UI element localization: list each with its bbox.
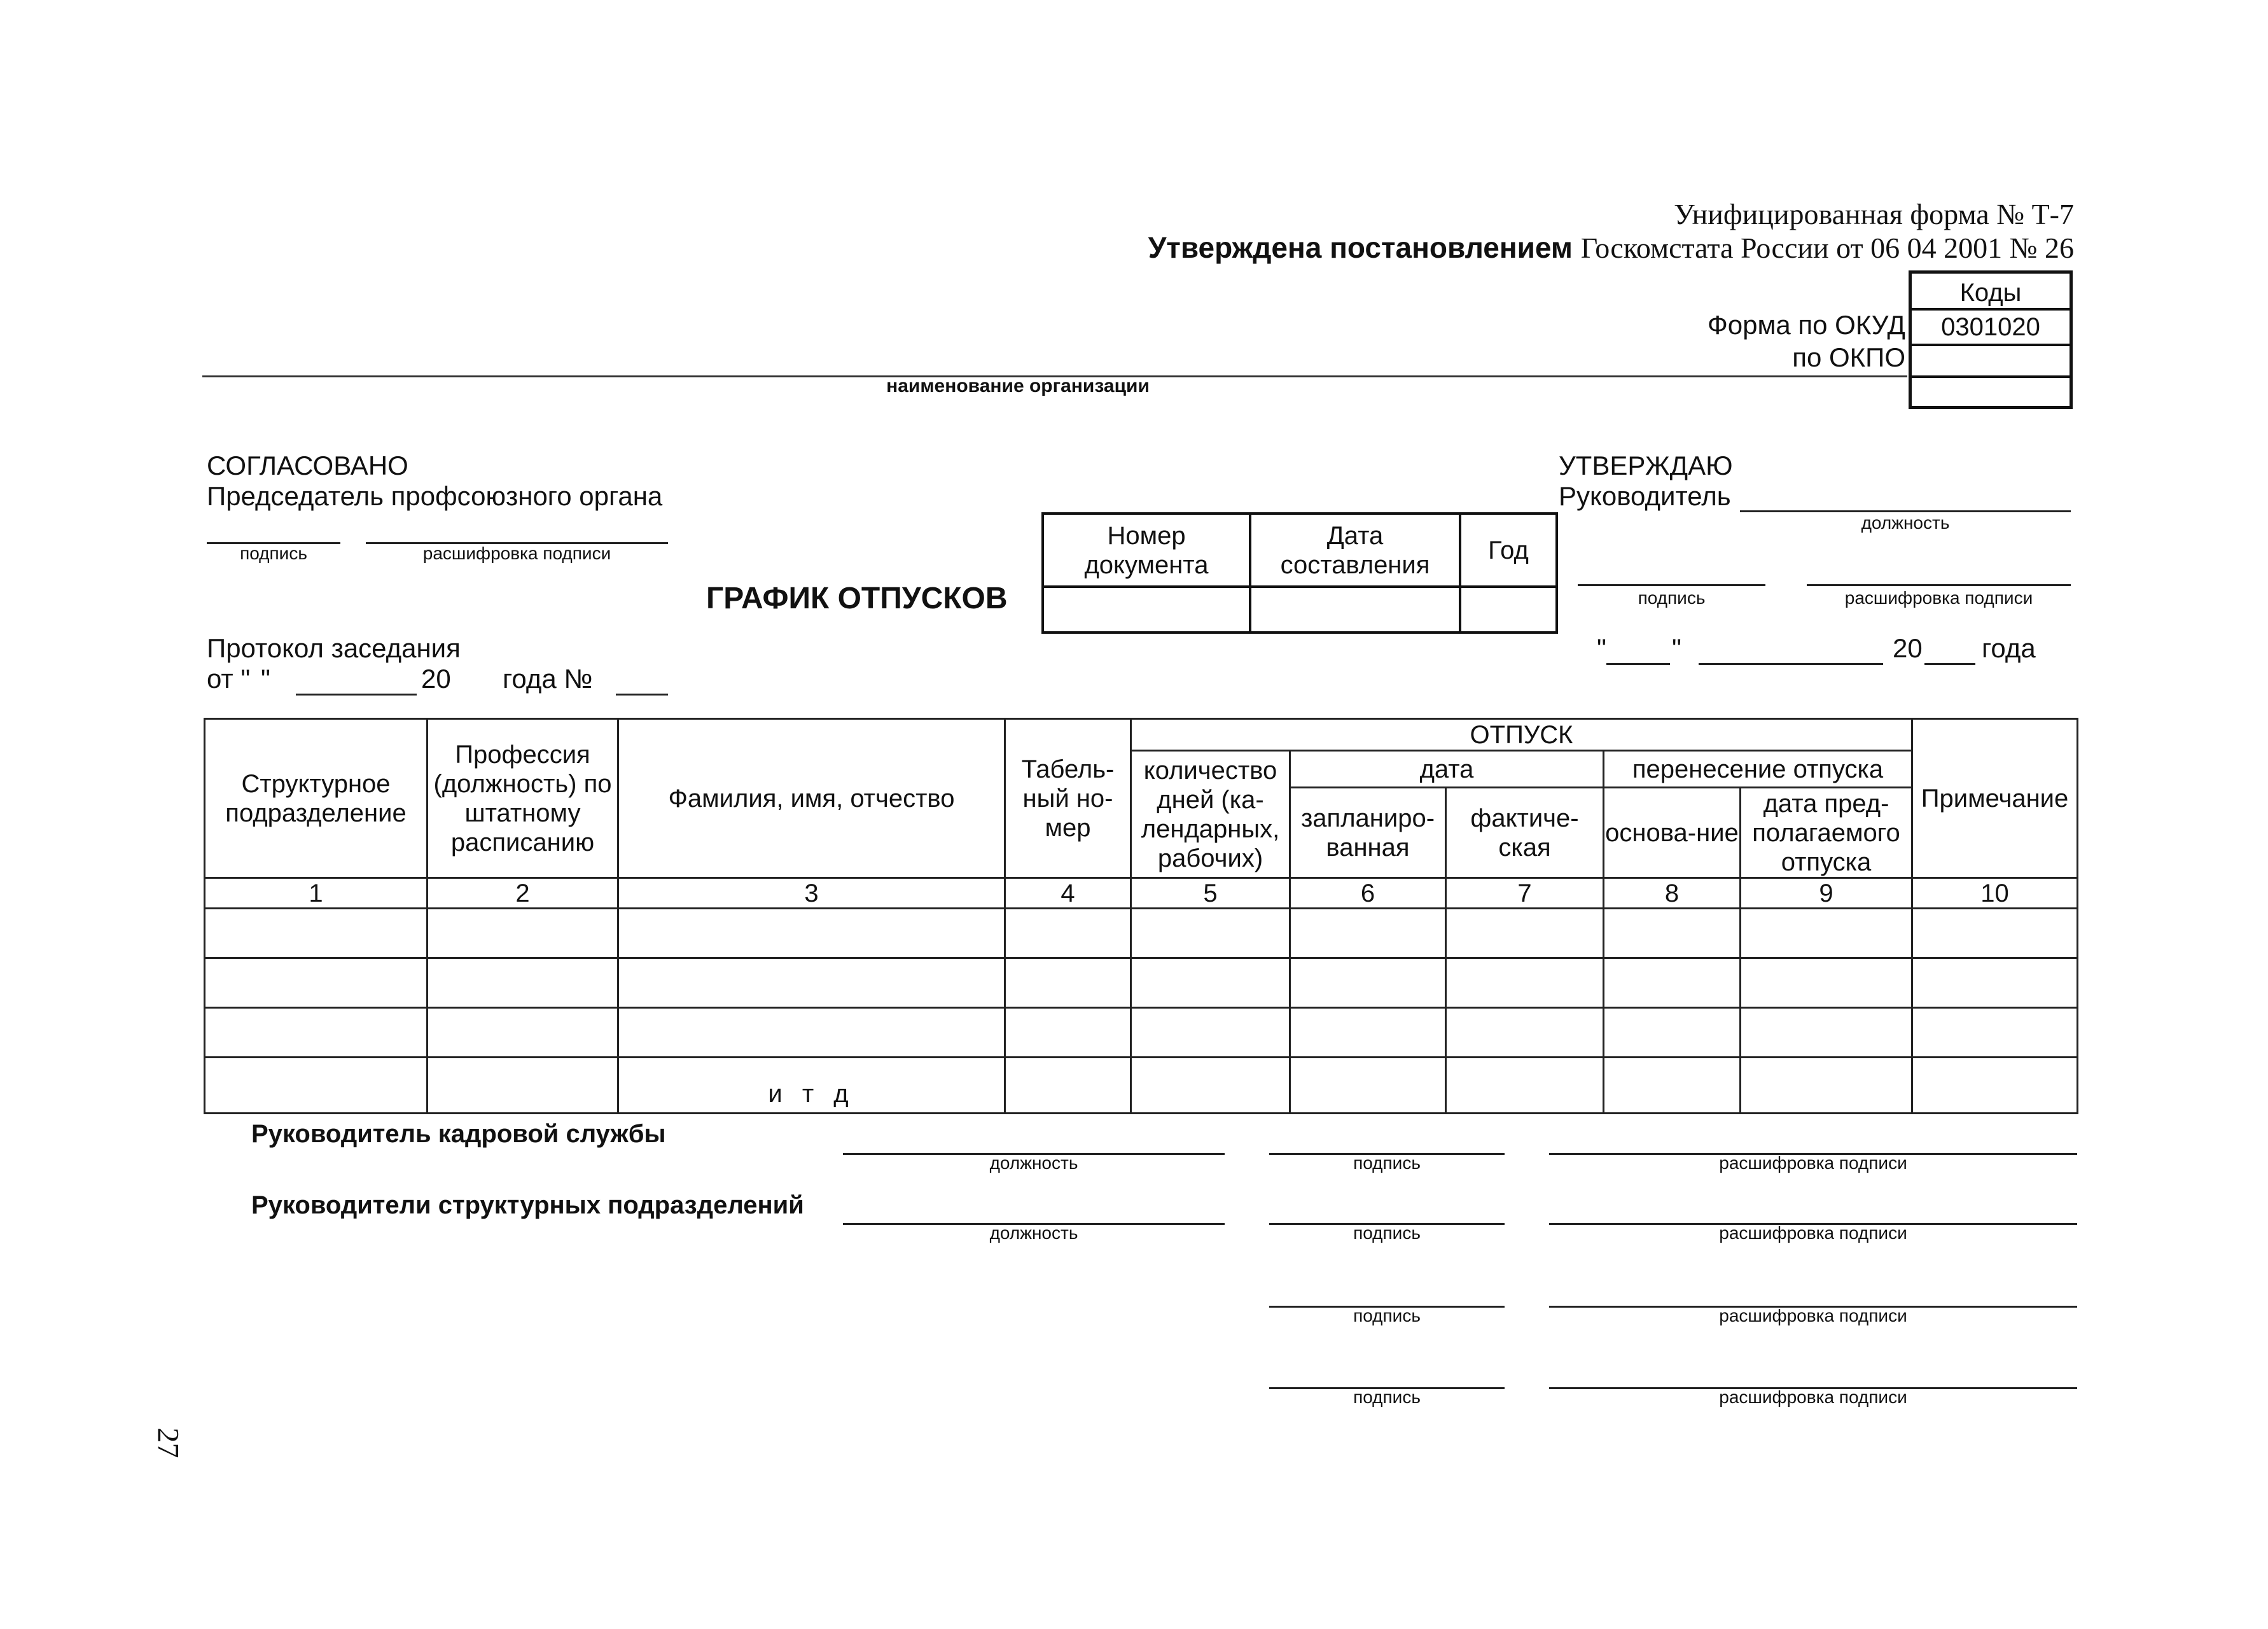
column-number: 5 — [1131, 878, 1290, 909]
column-number: 9 — [1741, 878, 1912, 909]
approve-subtitle: Руководитель — [1559, 481, 1731, 511]
table-cell[interactable] — [1005, 1058, 1131, 1114]
hr-decode-caption: расшифровка подписи — [1719, 1153, 1907, 1173]
col-header-expected-date: дата пред-полагаемого отпуска — [1741, 788, 1912, 878]
agreed-subtitle: Председатель профсоюзного органа — [207, 481, 663, 511]
table-cell[interactable] — [1131, 909, 1290, 958]
table-row[interactable] — [205, 909, 2078, 958]
dept-signature-caption-3: подпись — [1353, 1387, 1421, 1407]
table-cell[interactable] — [618, 958, 1005, 1008]
table-cell[interactable] — [1604, 1008, 1741, 1058]
table-cell[interactable] — [1604, 958, 1741, 1008]
approve-position-caption: должность — [1861, 513, 1950, 533]
document-header-table — [1041, 512, 1558, 634]
hr-position-caption: должность — [989, 1153, 1078, 1173]
column-number: 4 — [1005, 878, 1131, 909]
table-cell[interactable] — [1290, 1058, 1446, 1114]
hr-signature-caption: подпись — [1353, 1153, 1421, 1173]
approve-day-line — [1606, 663, 1670, 665]
approval-line — [954, 230, 2074, 265]
agreed-decode-caption: расшифровка подписи — [422, 543, 611, 563]
dept-decode-caption-2: расшифровка подписи — [1719, 1306, 1907, 1325]
column-number: 10 — [1912, 878, 2078, 909]
table-cell[interactable] — [1131, 1008, 1290, 1058]
table-cell[interactable] — [1912, 1008, 2078, 1058]
col-header-days-count: количество дней (ка-лендарных, рабочих) — [1131, 751, 1290, 878]
approve-signature-caption: подпись — [1638, 588, 1706, 608]
approve-date-quote-open: " — [1597, 633, 1606, 663]
column-number: 7 — [1446, 878, 1604, 909]
approve-month-line — [1699, 663, 1883, 665]
col-header-department: Структурное подразделение — [205, 719, 428, 878]
table-cell[interactable] — [428, 1058, 618, 1114]
table-row[interactable] — [205, 1008, 2078, 1058]
protocol-year-prefix: 20 — [421, 664, 451, 694]
table-cell[interactable] — [1604, 909, 1741, 958]
col-header-tab-number: Табель-ный но-мер — [1005, 719, 1131, 878]
approval-bold: Утверждена постановлением — [1148, 231, 1573, 264]
okud-label: Форма по ОКУД — [1707, 310, 1905, 340]
col-header-profession: Профессия (должность) по штатному расписанию — [428, 719, 618, 878]
dept-position-caption: должность — [989, 1223, 1078, 1243]
table-cell[interactable] — [1446, 1058, 1604, 1114]
doc-date-header: Дата составления — [1250, 514, 1460, 587]
table-cell[interactable] — [428, 958, 618, 1008]
col-header-reason: основа-ние — [1604, 788, 1741, 878]
approve-decode-line — [1807, 584, 2071, 586]
dept-heads-label: Руководители структурных подразделений — [251, 1191, 804, 1219]
column-number: 8 — [1604, 878, 1741, 909]
table-cell[interactable] — [1005, 958, 1131, 1008]
table-cell[interactable] — [205, 1008, 428, 1058]
doc-number-cell[interactable] — [1043, 587, 1250, 633]
col-header-full-name: Фамилия, имя, отчество — [618, 719, 1005, 878]
table-cell[interactable] — [1446, 909, 1604, 958]
table-cell[interactable] — [1741, 1008, 1912, 1058]
table-cell[interactable] — [1290, 958, 1446, 1008]
col-header-planned: запланиро-ванная — [1290, 788, 1446, 878]
protocol-number-line — [616, 694, 668, 696]
dept-decode-caption: расшифровка подписи — [1719, 1223, 1907, 1243]
table-cell[interactable] — [1741, 909, 1912, 958]
protocol-from: от " — [207, 664, 251, 694]
table-cell[interactable] — [1741, 958, 1912, 1008]
organization-caption: наименование организации — [886, 375, 1150, 396]
col-header-note: Примечание — [1912, 719, 2078, 878]
table-cell[interactable] — [428, 1008, 618, 1058]
table-cell[interactable] — [1912, 909, 2078, 958]
column-number: 3 — [618, 878, 1005, 909]
approve-date-quote-close: " — [1672, 633, 1681, 663]
table-cell[interactable] — [205, 909, 428, 958]
hr-head-label: Руководитель кадровой службы — [251, 1120, 666, 1148]
col-header-date: дата — [1290, 751, 1604, 788]
approve-year-line — [1924, 663, 1975, 665]
dept-signature-caption-2: подпись — [1353, 1306, 1421, 1325]
approve-year-suffix: года — [1982, 633, 2036, 663]
protocol-month-line — [296, 694, 417, 696]
codes-title: Коды — [1959, 279, 2022, 307]
table-cell[interactable] — [1131, 958, 1290, 1008]
table-cell[interactable] — [1912, 958, 2078, 1008]
okpo-label: по ОКПО — [1792, 342, 1905, 372]
table-cell[interactable] — [1912, 1058, 2078, 1114]
table-cell[interactable] — [1604, 1058, 1741, 1114]
col-header-transfer: перенесение отпуска — [1604, 751, 1912, 788]
codes-box — [1909, 270, 2073, 409]
approve-year-prefix: 20 — [1893, 633, 1923, 663]
form-title: Унифицированная форма № Т-7 — [1674, 198, 2074, 230]
table-cell[interactable] — [1290, 1008, 1446, 1058]
table-cell[interactable] — [1741, 1058, 1912, 1114]
col-header-actual: фактиче-ская — [1446, 788, 1604, 878]
protocol-quote: " — [261, 664, 270, 694]
table-row[interactable] — [205, 958, 2078, 1008]
protocol-title: Протокол заседания — [207, 633, 461, 663]
table-cell[interactable] — [428, 909, 618, 958]
table-cell-etc: и т д — [618, 1058, 1005, 1114]
table-cell[interactable] — [1005, 909, 1131, 958]
column-numbers-row — [205, 878, 2078, 909]
approval-rest: Госкомстата России от 06 04 2001 № 26 — [1580, 232, 2074, 264]
approve-position-line — [1740, 510, 2071, 512]
table-row[interactable] — [205, 1058, 2078, 1114]
table-cell[interactable] — [1290, 909, 1446, 958]
column-number: 6 — [1290, 878, 1446, 909]
table-cell[interactable] — [205, 958, 428, 1008]
approve-signature-line — [1578, 584, 1765, 586]
col-header-vacation: ОТПУСК — [1131, 719, 1912, 751]
doc-year-header: Год — [1460, 514, 1557, 587]
table-cell[interactable] — [618, 909, 1005, 958]
doc-number-header: Номер документа — [1043, 514, 1250, 587]
vacation-schedule-table — [204, 718, 2078, 1114]
approve-title: УТВЕРЖДАЮ — [1559, 451, 1733, 480]
dept-decode-caption-3: расшифровка подписи — [1719, 1387, 1907, 1407]
document-title: ГРАФИК ОТПУСКОВ — [706, 582, 1008, 615]
doc-date-cell[interactable] — [1250, 587, 1460, 633]
dept-signature-caption: подпись — [1353, 1223, 1421, 1243]
doc-year-cell[interactable] — [1460, 587, 1557, 633]
page-number: 27 — [151, 1427, 185, 1458]
table-cell[interactable] — [205, 1058, 428, 1114]
table-cell[interactable] — [1446, 958, 1604, 1008]
column-number: 1 — [205, 878, 428, 909]
agreed-signature-caption: подпись — [240, 543, 307, 563]
table-cell[interactable] — [1131, 1058, 1290, 1114]
table-cell[interactable] — [618, 1008, 1005, 1058]
agreed-title: СОГЛАСОВАНО — [207, 451, 408, 480]
approve-decode-caption: расшифровка подписи — [1844, 588, 2033, 608]
column-number: 2 — [428, 878, 618, 909]
table-cell[interactable] — [1005, 1008, 1131, 1058]
protocol-year-no: года № — [503, 664, 593, 694]
okud-value: 0301020 — [1941, 313, 2040, 341]
table-cell[interactable] — [1446, 1008, 1604, 1058]
